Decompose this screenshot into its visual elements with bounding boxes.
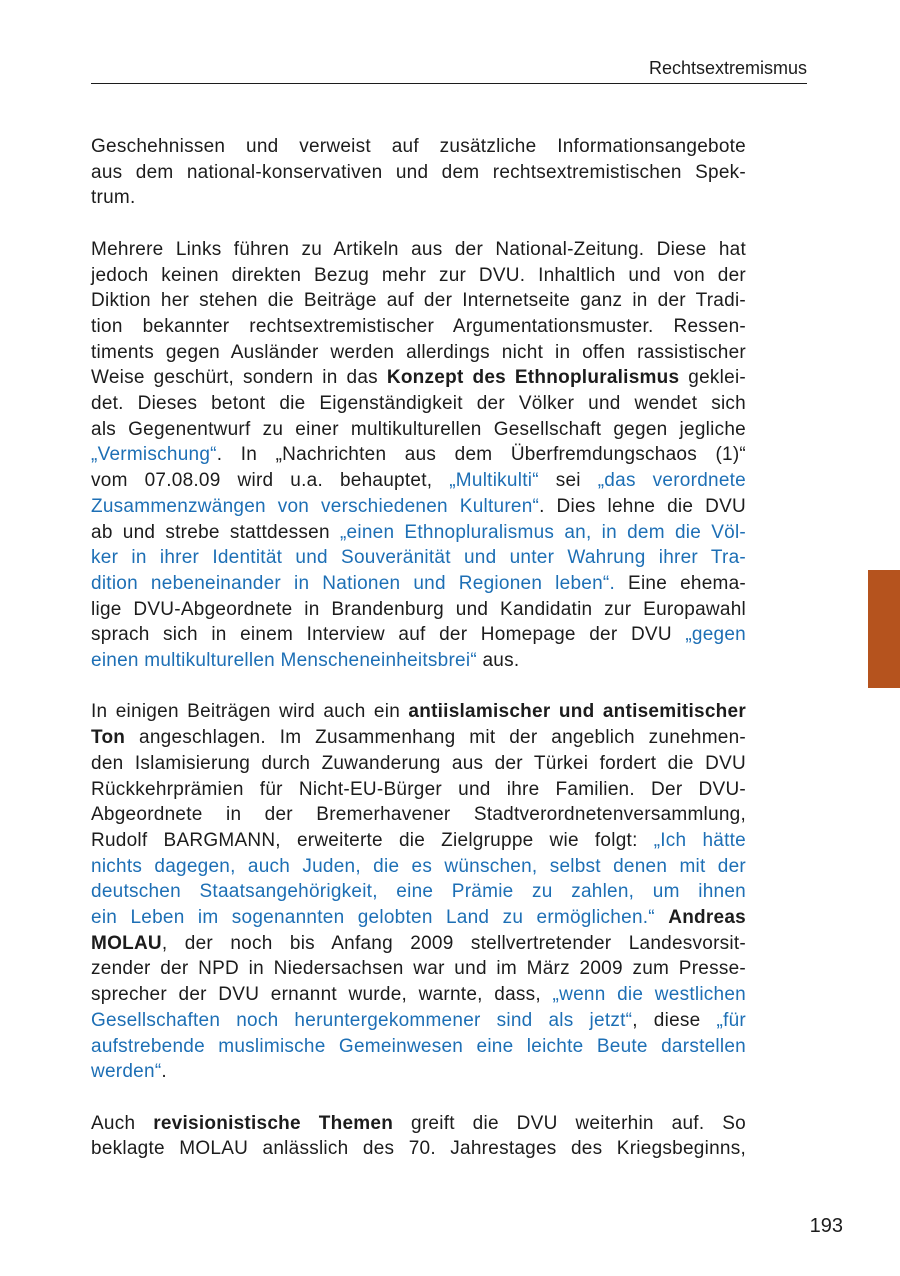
page-number: 193	[809, 1215, 843, 1237]
text-line	[91, 725, 746, 751]
text-line	[91, 1059, 746, 1085]
text-line	[91, 571, 746, 597]
chapter-tab-marker	[868, 570, 900, 688]
text-line	[91, 802, 746, 828]
text-run: Diktion her stehen die Beiträge auf der Internetseite ganz in der Tradi-	[91, 290, 746, 312]
paragraph	[91, 1111, 746, 1162]
text-run: Eine ehema-	[615, 572, 746, 594]
quoted-passage: „Vermischung“	[91, 444, 217, 466]
quoted-passage: dition nebeneinander in Nationen und Regionen leben“.	[91, 572, 616, 594]
quoted-passage: nichts dagegen, auch Juden, die es wünschen, selbst denen mit der	[91, 855, 746, 877]
text-run: det. Dieses betont die Eigenständigkeit der Völker und wendet sich	[91, 393, 746, 415]
text-run: Rückkehrprämien für Nicht-EU-Bürger und ihre Familien. Der DVU-	[91, 778, 746, 800]
emphasized-term: revisionistische Themen	[153, 1112, 394, 1134]
quoted-passage: ein Leben im sogenannten gelobten Land zu ermöglichen.“	[91, 907, 669, 929]
text-line	[91, 417, 746, 443]
text-run: sprecher der DVU ernannt wurde, warnte, dass,	[91, 984, 553, 1006]
text-run: lige DVU-Abgeordnete in Brandenburg und Kandidatin zur Europawahl	[91, 598, 746, 620]
text-run: Geschehnissen und verweist auf zusätzliche Informationsangebote	[91, 136, 746, 157]
text-run: den Islamisierung durch Zuwanderung aus der Türkei fordert die DVU	[91, 752, 746, 774]
quoted-passage: Zusammenzwängen von verschiedenen Kulturen“	[91, 495, 540, 517]
text-run: trum.	[91, 187, 136, 209]
text-line	[91, 134, 746, 160]
emphasized-term: MOLAU	[91, 932, 162, 954]
text-run: aus.	[476, 650, 520, 672]
text-run: jedoch keinen direkten Bezug mehr zur DVU. Inhaltlich und von der	[91, 264, 746, 286]
text-run: vom 07.08.09 wird u.a. behauptet,	[91, 470, 450, 492]
body-text	[91, 134, 746, 1188]
text-line	[91, 1136, 746, 1162]
text-line	[91, 956, 746, 982]
text-line	[91, 597, 746, 623]
quoted-passage: „Ich hätte	[653, 829, 746, 851]
text-line	[91, 494, 746, 520]
quoted-passage: aufstrebende muslimische Gemeinwesen eine leichte Beute darstellen	[91, 1035, 746, 1057]
text-run: .	[161, 1061, 167, 1083]
quoted-passage: „für	[716, 1009, 746, 1031]
text-line	[91, 931, 746, 957]
text-run: beklagte MOLAU anlässlich des 70. Jahrestages des Kriegsbeginns,	[91, 1138, 746, 1160]
text-line	[91, 828, 746, 854]
text-line	[91, 340, 746, 366]
text-run: Auch	[91, 1112, 154, 1134]
text-line	[91, 777, 746, 803]
text-line	[91, 1008, 746, 1034]
text-run: angeschlagen. Im Zusammenhang mit der angeblich zunehmen-	[125, 727, 746, 749]
quoted-passage: ker in ihrer Identität und Souveränität und unter Wahrung ihrer Tra-	[91, 547, 746, 569]
text-run: greift die DVU weiterhin auf. So	[393, 1112, 746, 1134]
text-run: tion bekannter rechtsextremistischer Argumentationsmuster. Ressen-	[91, 315, 746, 337]
text-line	[91, 751, 746, 777]
quoted-passage: Gesellschaften noch heruntergekommener sind als jetzt“	[91, 1009, 633, 1031]
text-line	[91, 622, 746, 648]
quoted-passage: „einen Ethnopluralismus an, in dem die Völ-	[339, 521, 747, 543]
paragraph	[91, 699, 746, 1085]
text-line	[91, 442, 746, 468]
text-line	[91, 854, 746, 880]
paragraph	[91, 134, 746, 211]
paragraph	[91, 237, 746, 674]
text-line	[91, 391, 746, 417]
text-line	[91, 699, 746, 725]
text-line	[91, 879, 746, 905]
text-line	[91, 185, 746, 211]
text-run: ab und strebe stattdessen	[91, 521, 340, 543]
text-line	[91, 648, 746, 674]
header-rule	[91, 83, 807, 84]
text-run: timents gegen Ausländer werden allerdings nicht in offen rassistischer	[91, 341, 746, 363]
text-run: sprach sich in einem Interview auf der Homepage der DVU	[91, 624, 686, 646]
emphasized-term: antiislamischer und antisemitischer	[408, 701, 746, 723]
text-run: geklei-	[679, 367, 746, 389]
quoted-passage: „das verordnete	[597, 470, 746, 492]
quoted-passage: deutschen Staatsangehörigkeit, eine Prämie zu zahlen, um ihnen	[91, 881, 746, 903]
text-line	[91, 237, 746, 263]
quoted-passage: werden“	[91, 1061, 162, 1083]
text-line	[91, 1111, 746, 1137]
text-line	[91, 982, 746, 1008]
text-run: . Dies lehne die DVU	[539, 495, 746, 517]
text-line	[91, 314, 746, 340]
text-run: aus dem national-konservativen und dem rechtsextremistischen Spek-	[91, 161, 746, 183]
quoted-passage: einen multikulturellen Menscheneinheitsbrei“	[91, 650, 477, 672]
emphasized-term: Ton	[91, 727, 126, 749]
text-run: , diese	[632, 1009, 717, 1031]
text-line	[91, 365, 746, 391]
text-line	[91, 468, 746, 494]
text-line	[91, 1034, 746, 1060]
quoted-passage: „wenn die westlichen	[552, 984, 746, 1006]
text-run: Mehrere Links führen zu Artikeln aus der National-Zeitung. Diese hat	[91, 238, 746, 260]
text-run: sei	[538, 470, 598, 492]
text-line	[91, 263, 746, 289]
emphasized-term: Andreas	[668, 907, 746, 929]
text-run: Weise geschürt, sondern in das	[91, 367, 387, 389]
text-run: zender der NPD in Niedersachsen war und im März 2009 zum Presse-	[91, 958, 746, 980]
text-run: , der noch bis Anfang 2009 stellvertretender Landesvorsit-	[161, 932, 746, 954]
text-line	[91, 288, 746, 314]
text-run: als Gegenentwurf zu einer multikulturellen Gesellschaft gegen jegliche	[91, 418, 746, 440]
emphasized-term: Konzept des Ethnopluralismus	[386, 367, 680, 389]
text-line	[91, 545, 746, 571]
text-line	[91, 905, 746, 931]
text-run: In einigen Beiträgen wird auch ein	[91, 701, 409, 723]
quoted-passage: „gegen	[685, 624, 746, 646]
text-run: Abgeordnete in der Bremerhavener Stadtverordnetenversammlung,	[91, 804, 746, 826]
text-run: Rudolf BARGMANN, erweiterte die Zielgruppe wie folgt:	[91, 829, 654, 851]
text-line	[91, 160, 746, 186]
quoted-passage: „Multikulti“	[449, 470, 539, 492]
running-title: Rechtsextremismus	[648, 58, 807, 78]
text-line	[91, 520, 746, 546]
text-run: . In „Nachrichten aus dem Überfremdungschaos (1)“	[216, 444, 746, 466]
